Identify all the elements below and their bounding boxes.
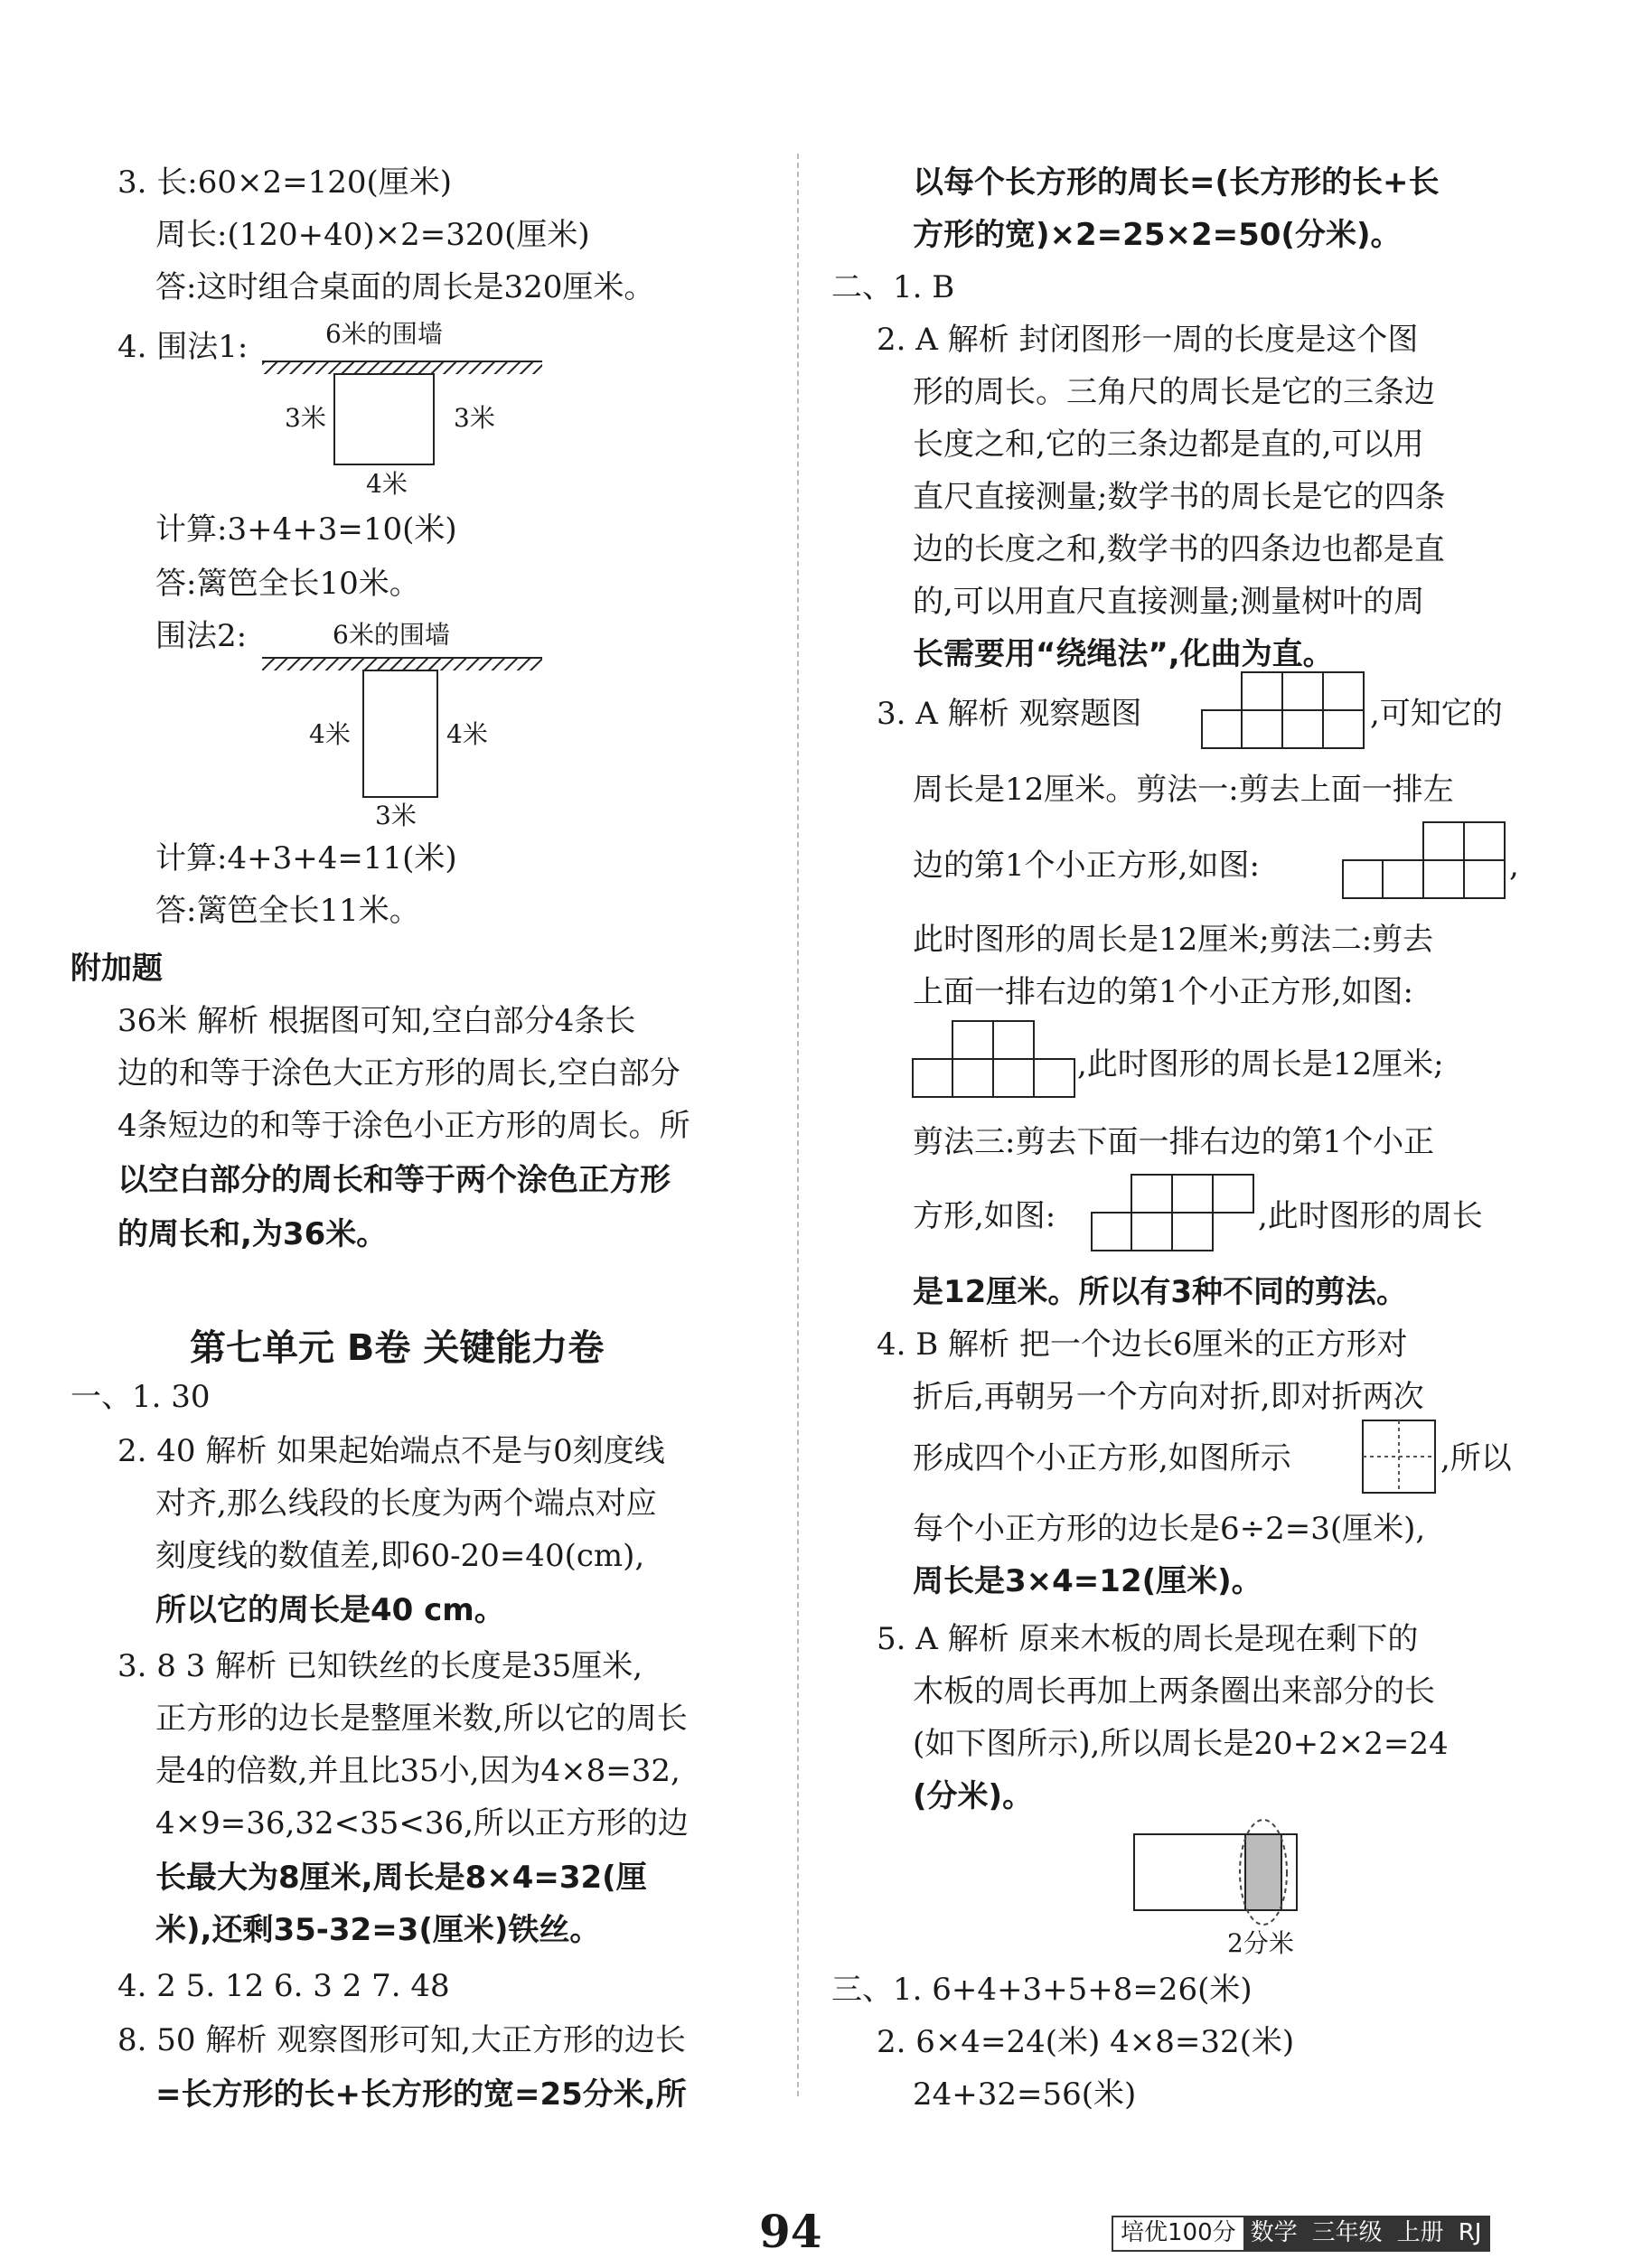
fig1-left-label: 3米 xyxy=(285,403,326,433)
calc2: 计算:4+3+4=11(米) xyxy=(155,840,457,876)
s2-q4-line2: 折后,再朝另一个方向对折,即对折两次 xyxy=(913,1379,1424,1415)
fig2-left-label: 4米 xyxy=(309,719,351,749)
cont-line1: 以每个长方形的周长=(长方形的长+长 xyxy=(913,164,1440,201)
s1-q8-line1: 8. 50 解析 观察图形可知,大正方形的边长 xyxy=(117,2022,686,2058)
s2-q2-line1: 2. A 解析 封闭图形一周的长度是这个图 xyxy=(877,322,1419,358)
q3-line2: 周长:(120+40)×2=320(厘米) xyxy=(155,217,590,253)
wall-hatch xyxy=(262,361,542,374)
q3-line1: 3. 长:60×2=120(厘米) xyxy=(117,164,452,201)
s1-q4to7: 4. 2 5. 12 6. 3 2 7. 48 xyxy=(117,1968,450,2004)
fence-figure-1 xyxy=(253,321,560,501)
section-title: 第七单元 B卷 关键能力卷 xyxy=(190,1327,605,1369)
column-divider xyxy=(797,154,799,2096)
extra-line4: 以空白部分的周长和等于两个涂色正方形 xyxy=(117,1162,671,1198)
s1-q2-line2: 对齐,那么线段的长度为两个端点对应 xyxy=(155,1485,657,1522)
q4-label: 4. 围法1: xyxy=(117,329,249,365)
s1-q8-line2: =长方形的长+长方形的宽=25分米,所 xyxy=(155,2076,687,2113)
s1-q2-line1: 2. 40 解析 如果起始端点不是与0刻度线 xyxy=(117,1433,665,1469)
fig2-right-label: 4米 xyxy=(446,719,488,749)
s1-q3-line6: 米),还剩35-32=3(厘米)铁丝。 xyxy=(155,1912,601,1948)
s2-q4-line3b: ,所以 xyxy=(1440,1440,1512,1476)
s2-q5-line2: 木板的周长再加上两条圈出来部分的长 xyxy=(913,1673,1435,1710)
grid-figure-cut3 xyxy=(1090,1173,1256,1254)
board-figure xyxy=(1130,1816,1328,1961)
s2-q4-line5: 周长是3×4=12(厘米)。 xyxy=(913,1563,1262,1599)
s3-q2-line1: 2. 6×4=24(米) 4×8=32(米) xyxy=(877,2024,1295,2060)
s2-q3-line3b: , xyxy=(1509,848,1519,884)
s1-q2-line4: 所以它的周长是40 cm。 xyxy=(155,1592,505,1628)
s1-q1: 一、1. 30 xyxy=(70,1379,211,1415)
s2-q2-line3: 长度之和,它的三条边都是直的,可以用 xyxy=(913,426,1424,463)
fence-rect xyxy=(363,670,437,797)
s2-q3-line8b: ,此时图形的周长 xyxy=(1258,1198,1483,1234)
calc1: 计算:3+4+3=10(米) xyxy=(155,511,457,548)
extra-line1: 36米 解析 根据图可知,空白部分4条长 xyxy=(117,1003,636,1039)
s2-q3-line4: 此时图形的周长是12厘米;剪法二:剪去 xyxy=(913,922,1434,958)
s2-q4-line4: 每个小正方形的边长是6÷2=3(厘米), xyxy=(913,1511,1426,1547)
folded-square-figure xyxy=(1361,1419,1439,1496)
s1-q3-line2: 正方形的边长是整厘米数,所以它的周长 xyxy=(155,1701,688,1737)
fence-rect xyxy=(334,374,434,464)
s2-q3-line9: 是12厘米。所以有3种不同的剪法。 xyxy=(913,1274,1407,1310)
s1-q3-line4: 4×9=36,32<35<36,所以正方形的边 xyxy=(155,1805,689,1842)
cont-line2: 方形的宽)×2=25×2=50(分米)。 xyxy=(913,217,1402,253)
s2-q1: 二、1. B xyxy=(831,269,955,305)
board-figure-label: 2分米 xyxy=(1227,1928,1294,1958)
badge-grade: 三年级 xyxy=(1305,2217,1390,2250)
page-number: 94 xyxy=(759,2205,822,2258)
fence-figure-2 xyxy=(253,614,560,831)
s1-q3-line1: 3. 8 3 解析 已知铁丝的长度是35厘米, xyxy=(117,1648,643,1684)
s2-q2-line6: 的,可以用直尺直接测量;测量树叶的周 xyxy=(913,584,1425,620)
s2-q3-line5: 上面一排右边的第1个小正方形,如图: xyxy=(913,974,1413,1010)
fig1-bottom-label: 4米 xyxy=(366,469,408,499)
s1-q3-line3: 是4的倍数,并且比35小,因为4×8=32, xyxy=(155,1753,680,1789)
method2-label: 围法2: xyxy=(155,618,248,654)
s2-q4-line3a: 形成四个小正方形,如图所示 xyxy=(913,1440,1291,1476)
grid-figure-cut1 xyxy=(1341,820,1507,902)
badge-volume: 上册 xyxy=(1390,2217,1451,2250)
badge-brand: 培优100分 xyxy=(1121,2219,1236,2246)
s2-q3-line1a: 3. A 解析 观察题图 xyxy=(877,696,1142,732)
s2-q5-line1: 5. A 解析 原来木板的周长是现在剩下的 xyxy=(877,1621,1419,1657)
s2-q3-line7: 剪法三:剪去下面一排右边的第1个小正 xyxy=(913,1124,1435,1160)
extra-line2: 边的和等于涂色大正方形的周长,空白部分 xyxy=(117,1055,680,1092)
grid-figure-original xyxy=(1200,670,1366,752)
fig2-wall-label: 6米的围墙 xyxy=(333,620,450,650)
s2-q2-line4: 直尺直接测量;数学书的周长是它的四条 xyxy=(913,479,1446,515)
fig1-wall-label: 6米的围墙 xyxy=(325,321,443,349)
ans1: 答:篱笆全长10米。 xyxy=(155,566,420,602)
s1-q2-line3: 刻度线的数值差,即60-20=40(cm), xyxy=(155,1538,645,1574)
s2-q5-line4: (分米)。 xyxy=(913,1778,1034,1814)
s2-q2-line5: 边的长度之和,数学书的四条边也都是直 xyxy=(913,531,1445,567)
s2-q3-line2: 周长是12厘米。剪法一:剪去上面一排左 xyxy=(913,772,1454,808)
grid-figure-cut2 xyxy=(911,1019,1077,1101)
fig2-bottom-label: 3米 xyxy=(375,801,417,830)
s2-q5-line3: (如下图所示),所以周长是20+2×2=24 xyxy=(913,1726,1449,1762)
q3-line3: 答:这时组合桌面的周长是320厘米。 xyxy=(155,269,655,305)
s1-q3-line5: 长最大为8厘米,周长是8×4=32(厘 xyxy=(155,1860,647,1896)
extra-line3: 4条短边的和等于涂色小正方形的周长。所 xyxy=(117,1108,690,1144)
fig1-right-label: 3米 xyxy=(454,403,495,433)
book-badge xyxy=(1112,2216,1490,2252)
extra-line5: 的周长和,为36米。 xyxy=(117,1216,388,1252)
badge-subject: 数学 xyxy=(1243,2217,1305,2250)
s2-q3-line1b: ,可知它的 xyxy=(1370,696,1503,732)
s3-q2-line2: 24+32=56(米) xyxy=(913,2076,1137,2113)
s3-q1: 三、1. 6+4+3+5+8=26(米) xyxy=(831,1972,1253,2008)
ans2: 答:篱笆全长11米。 xyxy=(155,893,420,929)
s2-q3-line3a: 边的第1个小正方形,如图: xyxy=(913,848,1260,884)
s2-q4-line1: 4. B 解析 把一个边长6厘米的正方形对 xyxy=(877,1326,1408,1363)
extra-title: 附加题 xyxy=(70,951,163,987)
badge-edition: RJ xyxy=(1451,2217,1489,2250)
s2-q3-line6: ,此时图形的周长是12厘米; xyxy=(1077,1046,1444,1082)
s2-q2-line7: 长需要用“绕绳法”,化曲为直。 xyxy=(913,636,1334,672)
s2-q2-line2: 形的周长。三角尺的周长是它的三条边 xyxy=(913,374,1435,410)
s2-q3-line8a: 方形,如图: xyxy=(913,1198,1056,1234)
